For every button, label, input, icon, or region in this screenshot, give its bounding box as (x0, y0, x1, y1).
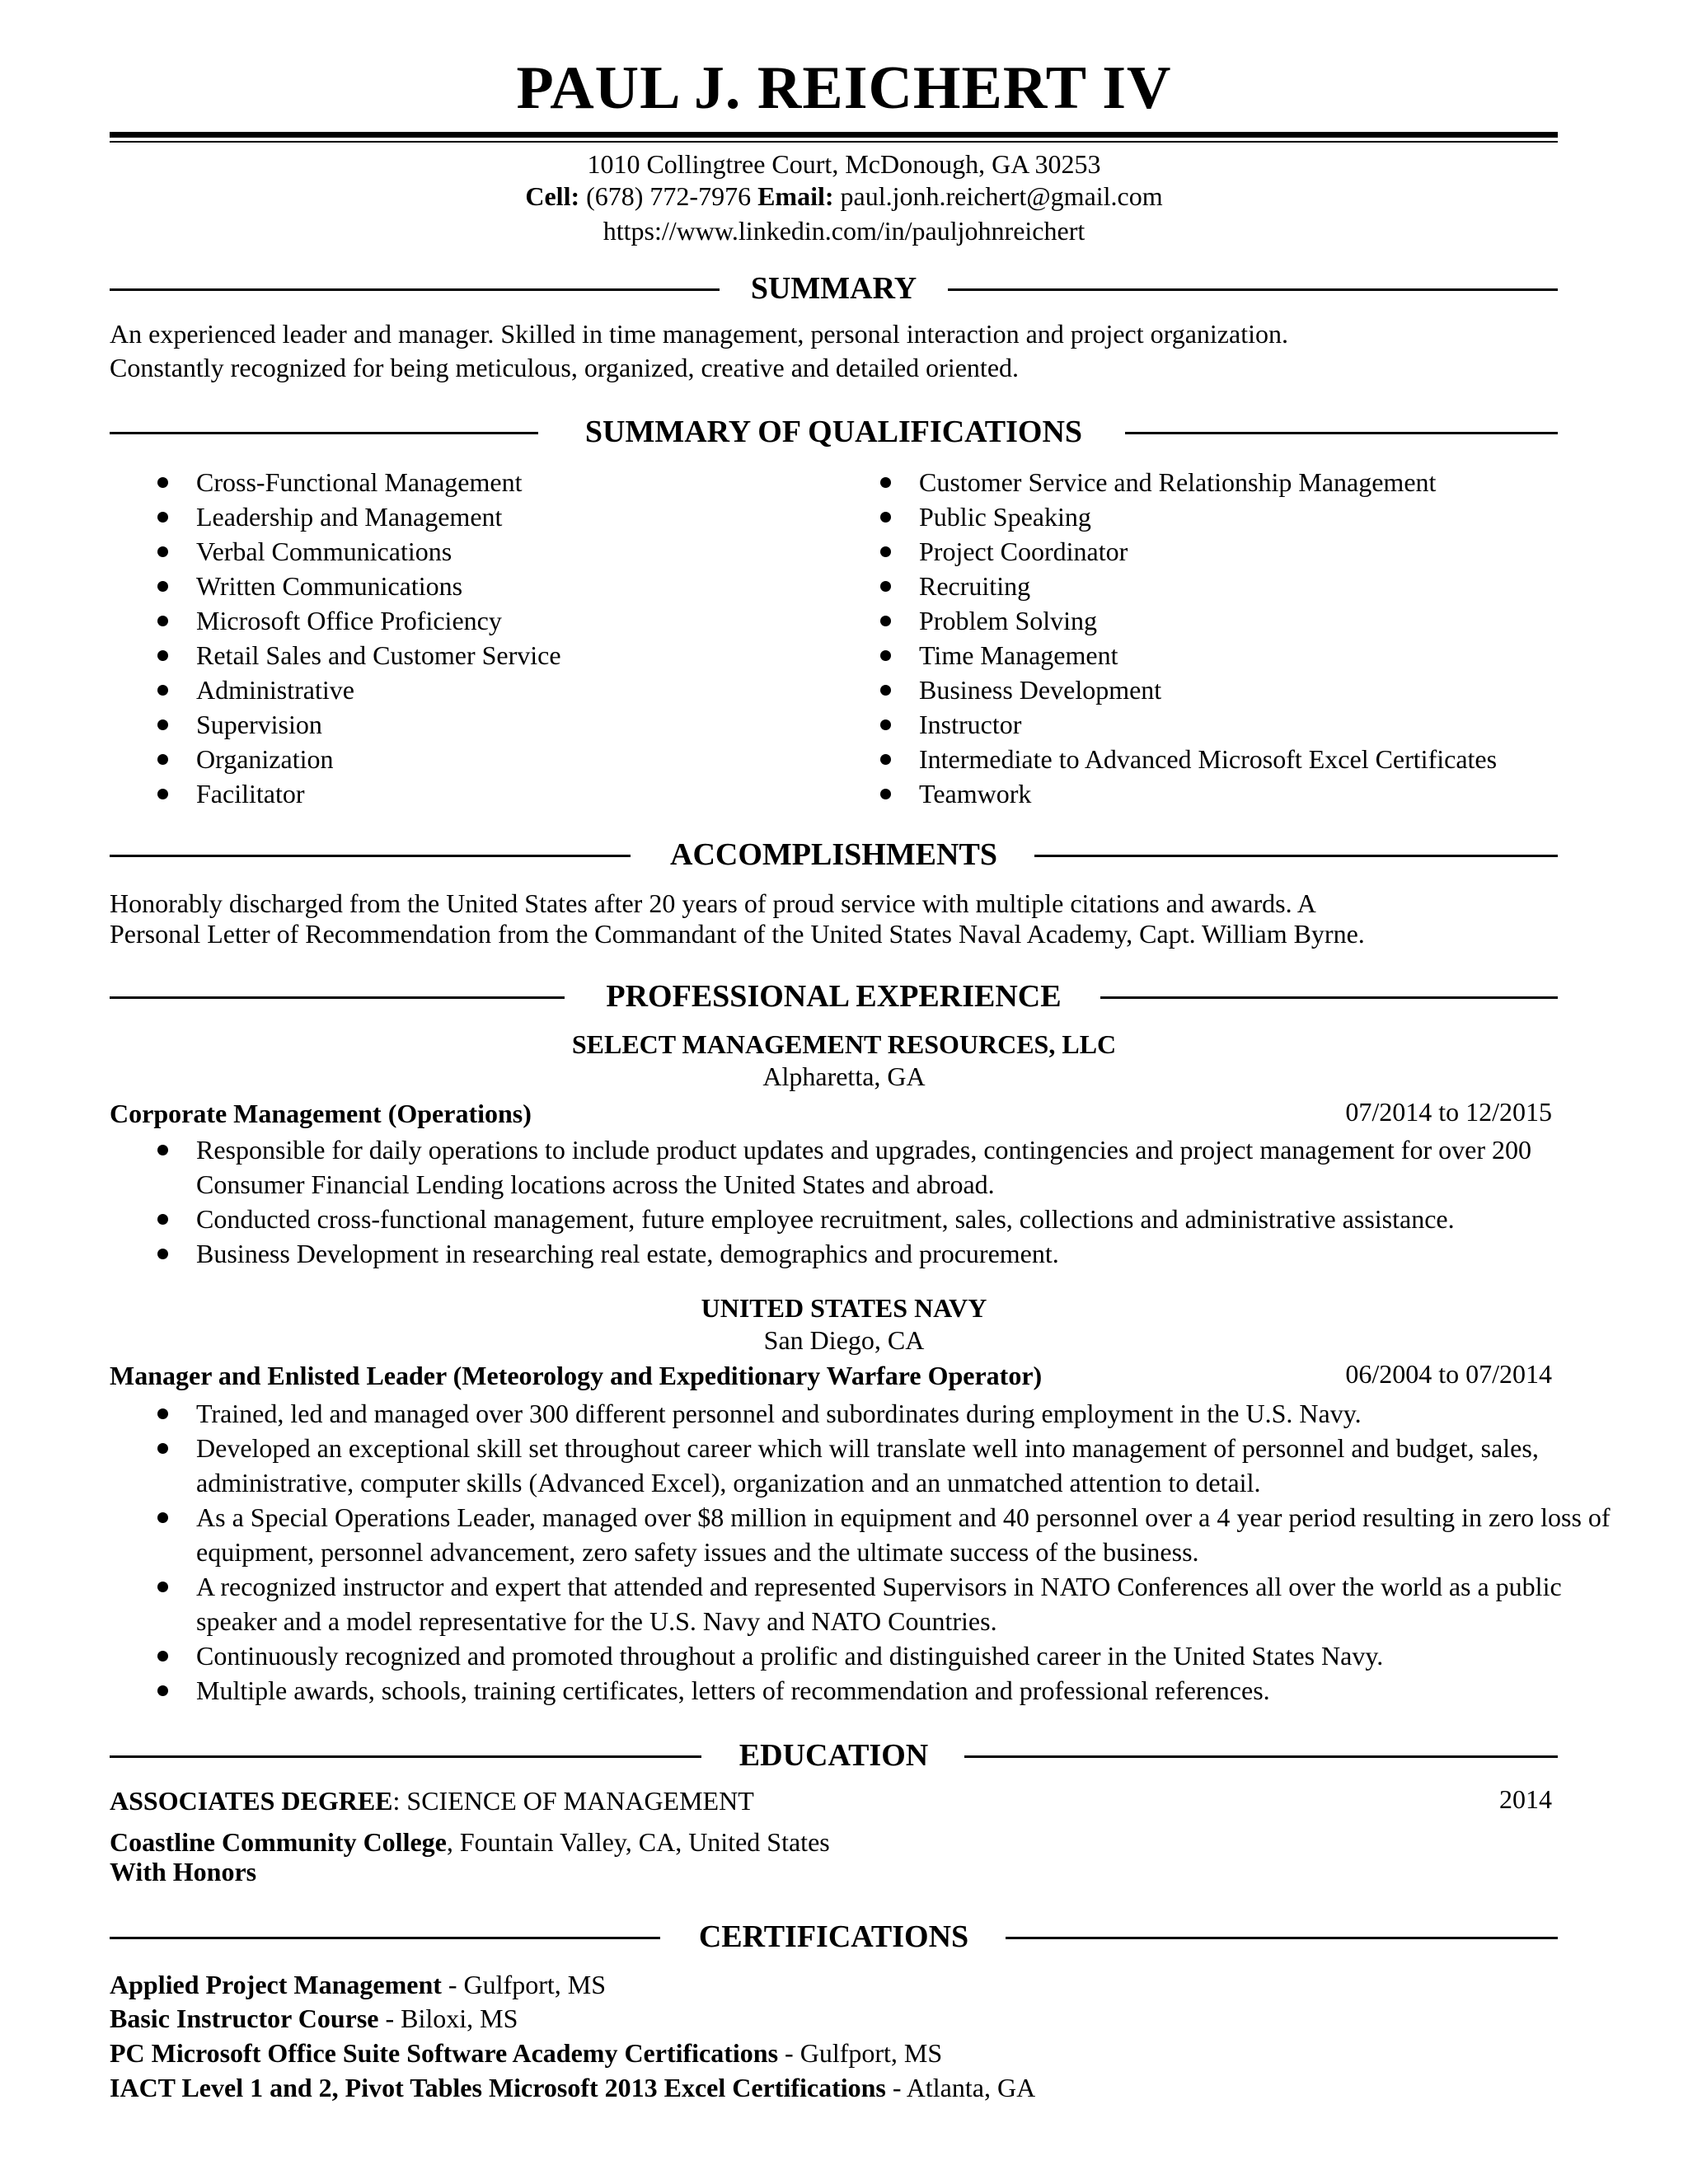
list-item: Conducted cross-functional management, future employee recruitment, sales, collections and administrative assistance. (110, 1202, 1618, 1236)
list-item: Administrative (110, 673, 561, 707)
certification-name: PC Microsoft Office Suite Software Academy Certifications (110, 2038, 779, 2068)
certification-item (110, 1967, 606, 2002)
qualifications-left-list (110, 465, 561, 811)
experience-heading: PROFESSIONAL EXPERIENCE (606, 979, 1062, 1014)
certification-location: - Atlanta, GA (885, 2073, 1036, 2102)
honors: With Honors (110, 1857, 257, 1886)
email-address: paul.jonh.reichert@gmail.com (840, 181, 1163, 211)
certifications-heading: CERTIFICATIONS (698, 1919, 969, 1954)
list-item: Cross-Functional Management (110, 465, 561, 499)
qualifications-heading-row (110, 414, 1558, 450)
list-item: Business Development (832, 673, 1497, 707)
degree-line (110, 1785, 754, 1816)
education-heading: EDUCATION (738, 1738, 929, 1773)
cell-label: Cell: (525, 181, 580, 211)
accomplishments-heading: ACCOMPLISHMENTS (670, 837, 997, 872)
school-name: Coastline Community College (110, 1827, 447, 1857)
list-item: Public Speaking (832, 499, 1497, 534)
degree-name: ASSOCIATES DEGREE (110, 1786, 393, 1816)
job-dates: 06/2004 to 07/2014 (1345, 1359, 1552, 1389)
education-heading-row (110, 1737, 1558, 1774)
company-name: SELECT MANAGEMENT RESOURCES, LLC (571, 1029, 1117, 1059)
company-name: UNITED STATES NAVY (701, 1293, 987, 1323)
certification-location: - Biloxi, MS (378, 2004, 518, 2033)
company-location: Alpharetta, GA (762, 1062, 926, 1091)
list-item: As a Special Operations Leader, managed over $8 million in equipment and 40 personnel over a 4 year period resulting in zero loss of equipment, personnel advancement, zero safety issues and the ultimate success of the business. (110, 1500, 1618, 1569)
job-dates: 07/2014 to 12/2015 (1345, 1097, 1552, 1127)
cell-number: (678) 772-7976 (586, 181, 752, 211)
certification-name: Basic Instructor Course (110, 2004, 379, 2033)
qualifications-right-list (832, 465, 1497, 811)
email-label: Email: (757, 181, 834, 211)
accomplishments-line-1: Honorably discharged from the United States after 20 years of proud service with multiple citations and awards. A (110, 888, 1316, 918)
school-line (110, 1826, 830, 1858)
graduation-year: 2014 (1499, 1784, 1552, 1814)
certification-location: - Gulfport, MS (441, 1970, 606, 1999)
degree-field: : SCIENCE OF MANAGEMENT (392, 1786, 754, 1816)
job-title: Manager and Enlisted Leader (Meteorology and Expeditionary Warfare Operator) (110, 1361, 1043, 1390)
certifications-heading-row (110, 1919, 1558, 1955)
address: 1010 Collingtree Court, McDonough, GA 30253 (587, 149, 1101, 179)
list-item: Project Coordinator (832, 534, 1497, 569)
list-item: Retail Sales and Customer Service (110, 638, 561, 673)
phone-email-line (0, 180, 1688, 212)
summary-heading-row (110, 270, 1558, 307)
company-location: San Diego, CA (763, 1325, 925, 1355)
list-item: Intermediate to Advanced Microsoft Excel Certificates (832, 742, 1497, 776)
list-item: Written Communications (110, 569, 561, 603)
certification-item (110, 2001, 518, 2036)
accomplishments-line-2: Personal Letter of Recommendation from the Commandant of the United States Naval Academy, Capt. William Byrne. (110, 919, 1365, 949)
job-title: Corporate Management (Operations) (110, 1099, 532, 1128)
list-item: Leadership and Management (110, 499, 561, 534)
experience-heading-row (110, 978, 1558, 1015)
list-item: Recruiting (832, 569, 1497, 603)
list-item: Trained, led and managed over 300 different personnel and subordinates during employment in the U.S. Navy. (110, 1396, 1618, 1431)
job-duties-list (110, 1132, 1618, 1271)
list-item: Teamwork (832, 776, 1497, 811)
list-item: Instructor (832, 707, 1497, 742)
list-item: Responsible for daily operations to include product updates and upgrades, contingencies and project management for over 200 Consumer Financial Lending locations across the United States and abroad. (110, 1132, 1618, 1202)
list-item: Time Management (832, 638, 1497, 673)
list-item: Facilitator (110, 776, 561, 811)
list-item: Developed an exceptional skill set throughout career which will translate well into management of personnel and budget, sales, administrative, computer skills (Advanced Excel), organization and an unmatched attention to detail. (110, 1431, 1618, 1500)
summary-heading: SUMMARY (750, 271, 917, 306)
linkedin-url: https://www.linkedin.com/in/pauljohnreichert (603, 216, 1085, 246)
certification-location: - Gulfport, MS (778, 2038, 943, 2068)
honors-line (110, 1856, 256, 1887)
certification-item (110, 2036, 942, 2070)
accomplishments-heading-row (110, 837, 1558, 873)
certification-item (110, 2070, 1035, 2105)
list-item: Supervision (110, 707, 561, 742)
certification-name: IACT Level 1 and 2, Pivot Tables Microsoft 2013 Excel Certifications (110, 2073, 886, 2102)
summary-line-2: Constantly recognized for being meticulous, organized, creative and detailed oriented. (110, 353, 1020, 382)
candidate-name: PAUL J. REICHERT IV (516, 54, 1172, 122)
summary-line-1: An experienced leader and manager. Skilled in time management, personal interaction and project organization. (110, 319, 1288, 349)
job-duties-list (110, 1396, 1618, 1708)
certification-name: Applied Project Management (110, 1970, 442, 1999)
list-item: Verbal Communications (110, 534, 561, 569)
list-item: Multiple awards, schools, training certificates, letters of recommendation and professional references. (110, 1673, 1618, 1708)
list-item: Continuously recognized and promoted throughout a prolific and distinguished career in the United States Navy. (110, 1638, 1618, 1673)
header-rule-thick (110, 132, 1558, 138)
list-item: A recognized instructor and expert that attended and represented Supervisors in NATO Conferences all over the world as a public speaker and a model representative for the U.S. Navy and NATO Countries. (110, 1569, 1618, 1638)
list-item: Problem Solving (832, 603, 1497, 638)
school-location: , Fountain Valley, CA, United States (446, 1827, 830, 1857)
header-rule-thin (110, 141, 1558, 143)
list-item: Customer Service and Relationship Management (832, 465, 1497, 499)
list-item: Microsoft Office Proficiency (110, 603, 561, 638)
list-item: Organization (110, 742, 561, 776)
list-item: Business Development in researching real estate, demographics and procurement. (110, 1236, 1618, 1271)
qualifications-heading: SUMMARY OF QUALIFICATIONS (584, 415, 1083, 449)
